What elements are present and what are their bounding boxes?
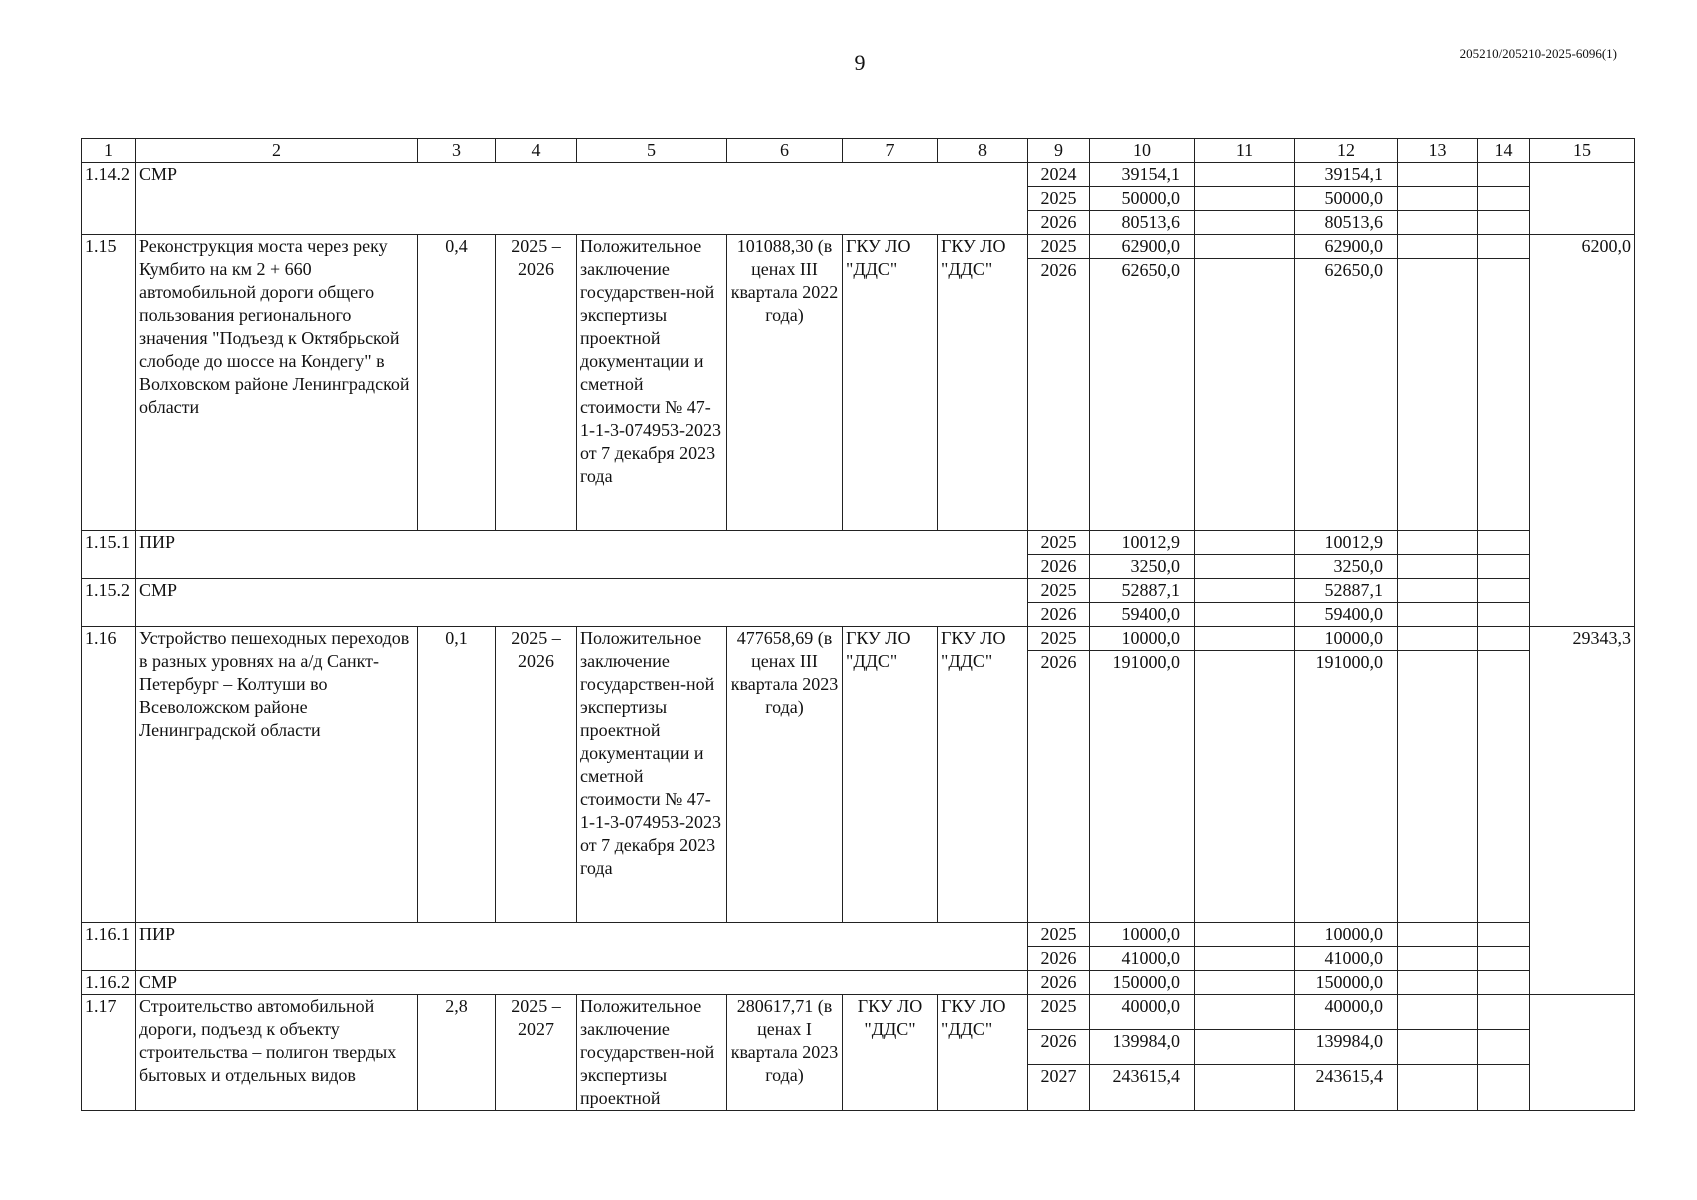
empty-cell <box>1478 211 1530 235</box>
empty-cell <box>1478 651 1530 923</box>
col-header: 12 <box>1295 139 1398 163</box>
row-code: 1.16.1 <box>82 923 136 971</box>
amount-cell: 59400,0 <box>1295 603 1398 627</box>
row-code: 1.17 <box>82 995 136 1111</box>
amount-cell: 10000,0 <box>1090 923 1195 947</box>
year-cell: 2027 <box>1028 1065 1090 1111</box>
col-header: 14 <box>1478 139 1530 163</box>
empty-cell <box>1398 923 1478 947</box>
col-header: 13 <box>1398 139 1478 163</box>
empty-cell <box>1478 163 1530 187</box>
empty-cell <box>1195 259 1295 531</box>
empty-cell <box>1398 579 1478 603</box>
empty-cell <box>1478 923 1530 947</box>
expertise-cell: Положительное заключение государствен-ной экспертизы проектной <box>577 995 727 1111</box>
empty-cell <box>1398 627 1478 651</box>
empty-cell <box>1195 187 1295 211</box>
period-cell: 2025 – 2027 <box>496 995 577 1111</box>
document-id: 205210/205210-2025-6096(1) <box>1459 46 1617 61</box>
period-cell: 2025 – 2026 <box>496 627 577 923</box>
amount-cell: 62650,0 <box>1295 259 1398 531</box>
customer-cell: ГКУ ЛО "ДДС" <box>843 235 938 531</box>
empty-cell <box>1478 579 1530 603</box>
year-cell: 2025 <box>1028 235 1090 259</box>
col-header: 1 <box>82 139 136 163</box>
amount-cell: 150000,0 <box>1090 971 1195 995</box>
empty-cell <box>1195 163 1295 187</box>
empty-cell <box>1195 603 1295 627</box>
amount-cell: 50000,0 <box>1295 187 1398 211</box>
empty-cell <box>1195 923 1295 947</box>
empty-cell <box>1195 579 1295 603</box>
empty-cell <box>1195 211 1295 235</box>
year-cell: 2025 <box>1028 187 1090 211</box>
empty-cell <box>1478 627 1530 651</box>
amount-cell: 80513,6 <box>1090 211 1195 235</box>
amount-cell: 191000,0 <box>1090 651 1195 923</box>
empty-cell <box>1478 995 1530 1030</box>
col-header: 8 <box>938 139 1028 163</box>
amount-cell: 10000,0 <box>1295 923 1398 947</box>
row-code: 1.15 <box>82 235 136 531</box>
amount-cell: 10012,9 <box>1090 531 1195 555</box>
empty-cell <box>1195 627 1295 651</box>
page-number: 9 <box>854 50 866 75</box>
amount-cell: 41000,0 <box>1295 947 1398 971</box>
col-header: 10 <box>1090 139 1195 163</box>
year-cell: 2025 <box>1028 531 1090 555</box>
customer-cell: ГКУ ЛО "ДДС" <box>843 627 938 923</box>
table-row <box>82 235 1635 259</box>
row-name: Реконструкция моста через реку Кумбито на км 2 + 660 автомобильной дороги общего пользования регионального значения "Подъезд к Октябрьской слободе до шоссе на Кондегу" в Волховском районе Ленинградской области <box>136 235 418 531</box>
col-header: 9 <box>1028 139 1090 163</box>
col-header: 15 <box>1530 139 1635 163</box>
amount-cell: 80513,6 <box>1295 211 1398 235</box>
total-cell: 6200,0 <box>1530 235 1635 627</box>
year-cell: 2026 <box>1028 603 1090 627</box>
amount-cell: 10012,9 <box>1295 531 1398 555</box>
empty-cell <box>1398 555 1478 579</box>
empty-cell <box>1398 259 1478 531</box>
col-header: 5 <box>577 139 727 163</box>
row-code: 1.16 <box>82 627 136 923</box>
year-cell: 2026 <box>1028 1030 1090 1065</box>
total-cell: 29343,3 <box>1530 627 1635 995</box>
empty-cell <box>1398 163 1478 187</box>
cost-cell: 280617,71 (в ценах I квартала 2023 года) <box>727 995 843 1111</box>
empty-cell <box>1398 995 1478 1030</box>
row-code: 1.15.2 <box>82 579 136 627</box>
empty-cell <box>1478 971 1530 995</box>
row-name: СМР <box>136 163 1028 235</box>
amount-cell: 243615,4 <box>1090 1065 1195 1111</box>
builder-cell: ГКУ ЛО "ДДС" <box>938 995 1028 1111</box>
empty-cell <box>1530 995 1635 1111</box>
length-cell: 2,8 <box>418 995 496 1111</box>
empty-cell <box>1478 187 1530 211</box>
program-table <box>81 138 1635 1111</box>
year-cell: 2025 <box>1028 627 1090 651</box>
empty-cell <box>1478 1030 1530 1065</box>
column-number-row <box>82 139 1635 163</box>
amount-cell: 243615,4 <box>1295 1065 1398 1111</box>
empty-cell <box>1195 1030 1295 1065</box>
amount-cell: 62650,0 <box>1090 259 1195 531</box>
empty-cell <box>1398 235 1478 259</box>
empty-cell <box>1195 995 1295 1030</box>
year-cell: 2026 <box>1028 971 1090 995</box>
empty-cell <box>1195 1065 1295 1111</box>
empty-cell <box>1398 947 1478 971</box>
amount-cell: 40000,0 <box>1090 995 1195 1030</box>
year-cell: 2026 <box>1028 555 1090 579</box>
amount-cell: 139984,0 <box>1090 1030 1195 1065</box>
col-header: 3 <box>418 139 496 163</box>
customer-cell: ГКУ ЛО "ДДС" <box>843 995 938 1111</box>
builder-cell: ГКУ ЛО "ДДС" <box>938 627 1028 923</box>
col-header: 2 <box>136 139 418 163</box>
amount-cell: 150000,0 <box>1295 971 1398 995</box>
empty-cell <box>1398 651 1478 923</box>
amount-cell: 62900,0 <box>1090 235 1195 259</box>
row-name: ПИР <box>136 531 1028 579</box>
table-row <box>82 579 1635 603</box>
year-cell: 2026 <box>1028 259 1090 531</box>
expertise-cell: Положительное заключение государствен-ной экспертизы проектной документации и сметной стоимости № 47-1-1-3-074953-2023 от 7 декабря 2023 года <box>577 235 727 531</box>
empty-cell <box>1478 555 1530 579</box>
row-code: 1.14.2 <box>82 163 136 235</box>
empty-cell <box>1398 1065 1478 1111</box>
length-cell: 0,4 <box>418 235 496 531</box>
amount-cell: 39154,1 <box>1295 163 1398 187</box>
year-cell: 2025 <box>1028 579 1090 603</box>
empty-cell <box>1398 971 1478 995</box>
empty-cell <box>1398 531 1478 555</box>
row-name: СМР <box>136 579 1028 627</box>
empty-cell <box>1195 235 1295 259</box>
empty-cell <box>1478 1065 1530 1111</box>
empty-cell <box>1195 947 1295 971</box>
year-cell: 2026 <box>1028 211 1090 235</box>
row-name: Строительство автомобильной дороги, подъезд к объекту строительства – полигон твердых бытовых и отдельных видов <box>136 995 418 1111</box>
table-row <box>82 971 1635 995</box>
table-row <box>82 995 1635 1030</box>
table-row <box>82 531 1635 555</box>
amount-cell: 50000,0 <box>1090 187 1195 211</box>
empty-cell <box>1195 971 1295 995</box>
table-row <box>82 627 1635 651</box>
year-cell: 2024 <box>1028 163 1090 187</box>
length-cell: 0,1 <box>418 627 496 923</box>
builder-cell: ГКУ ЛО "ДДС" <box>938 235 1028 531</box>
period-cell: 2025 – 2026 <box>496 235 577 531</box>
row-name: СМР <box>136 971 1028 995</box>
empty-cell <box>1478 947 1530 971</box>
amount-cell: 39154,1 <box>1090 163 1195 187</box>
amount-cell: 10000,0 <box>1090 627 1195 651</box>
empty-cell <box>1195 651 1295 923</box>
cost-cell: 477658,69 (в ценах III квартала 2023 года) <box>727 627 843 923</box>
empty-cell <box>1398 211 1478 235</box>
table-row <box>82 163 1635 187</box>
amount-cell: 139984,0 <box>1295 1030 1398 1065</box>
amount-cell: 41000,0 <box>1090 947 1195 971</box>
empty-cell <box>1478 603 1530 627</box>
col-header: 4 <box>496 139 577 163</box>
amount-cell: 191000,0 <box>1295 651 1398 923</box>
year-cell: 2025 <box>1028 995 1090 1030</box>
amount-cell: 40000,0 <box>1295 995 1398 1030</box>
expertise-cell: Положительное заключение государствен-ной экспертизы проектной документации и сметной стоимости № 47-1-1-3-074953-2023 от 7 декабря 2023 года <box>577 627 727 923</box>
col-header: 11 <box>1195 139 1295 163</box>
empty-cell <box>1530 163 1635 235</box>
year-cell: 2026 <box>1028 947 1090 971</box>
empty-cell <box>1195 531 1295 555</box>
year-cell: 2026 <box>1028 651 1090 923</box>
amount-cell: 3250,0 <box>1295 555 1398 579</box>
amount-cell: 52887,1 <box>1295 579 1398 603</box>
empty-cell <box>1478 235 1530 259</box>
amount-cell: 3250,0 <box>1090 555 1195 579</box>
amount-cell: 62900,0 <box>1295 235 1398 259</box>
col-header: 6 <box>727 139 843 163</box>
col-header: 7 <box>843 139 938 163</box>
table-row <box>82 923 1635 947</box>
empty-cell <box>1398 1030 1478 1065</box>
empty-cell <box>1398 603 1478 627</box>
row-code: 1.16.2 <box>82 971 136 995</box>
row-name: Устройство пешеходных переходов в разных уровнях на а/д Санкт-Петербург – Колтуши во Всеволожском районе Ленинградской области <box>136 627 418 923</box>
empty-cell <box>1195 555 1295 579</box>
empty-cell <box>1398 187 1478 211</box>
empty-cell <box>1478 531 1530 555</box>
amount-cell: 10000,0 <box>1295 627 1398 651</box>
row-name: ПИР <box>136 923 1028 971</box>
year-cell: 2025 <box>1028 923 1090 947</box>
amount-cell: 59400,0 <box>1090 603 1195 627</box>
empty-cell <box>1478 259 1530 531</box>
amount-cell: 52887,1 <box>1090 579 1195 603</box>
row-code: 1.15.1 <box>82 531 136 579</box>
cost-cell: 101088,30 (в ценах III квартала 2022 года) <box>727 235 843 531</box>
